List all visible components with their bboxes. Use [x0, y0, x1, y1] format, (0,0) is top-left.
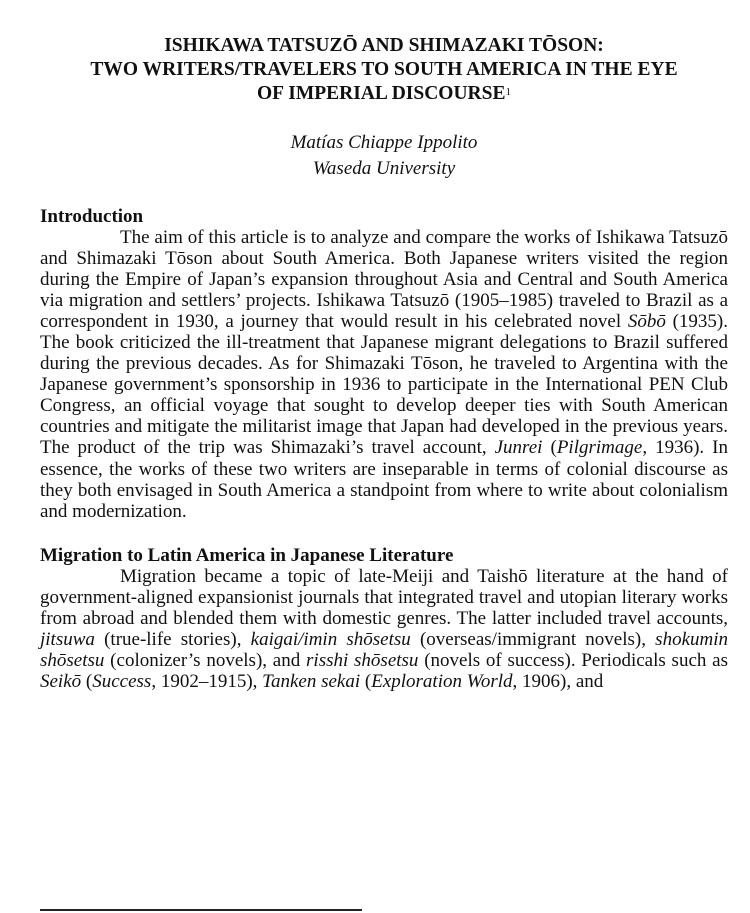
text-run: (	[360, 670, 372, 692]
footnote-separator	[40, 909, 362, 911]
author-affiliation: Waseda University	[312, 158, 456, 179]
italic-term: Tanken sekai	[262, 670, 361, 692]
text-run: , 1936). In essence, the works of these two writers are inseparable in terms of colonial discourse as they both envisaged in South America a standpoint from where to write about colonialism and modernization.	[40, 437, 728, 522]
section-heading: Migration to Latin America in Japanese Literature	[40, 544, 454, 566]
section-migration	[40, 545, 728, 692]
text-run: (	[542, 437, 557, 459]
text-run: (1935). The book criticized the ill-treatment that Japanese migrant delegations to Brazil suffered during the previous decades. As for Shimazaki Tōson, he traveled to Argentina with the Japanese government’s sponsorship in 1936 to participate in the International PEN Club Congress, an official voyage that sought to develop deeper ties with South American countries and mitigate the militarist image that Japan had developed in the previous years. The product of the trip was Shimazaki’s travel account,	[40, 311, 728, 459]
text-run: , 1906), and	[512, 670, 604, 692]
italic-term: Junrei	[494, 437, 543, 459]
italic-term: kaigai/imin shōsetsu	[250, 628, 411, 650]
section-paragraph	[40, 227, 728, 522]
italic-term: Success	[92, 670, 152, 692]
italic-term: Exploration World	[371, 670, 513, 692]
text-run: (	[81, 670, 93, 692]
text-run: , 1902–1915),	[151, 670, 263, 692]
author-block	[40, 130, 728, 182]
text-run: The aim of this article is to analyze and compare the works of Ishikawa Tatsuzō and Shimazaki Tōson about South America. Both Japanese writers visited the region during the Empire of Japan’s expansion throughout Asia and Central and South America via migration and settlers’ projects. Ishikawa Tatsuzō (1905–1985) traveled to Brazil as a correspondent in 1930, a journey that would result in his celebrated novel	[40, 227, 728, 333]
italic-term: risshi shōsetsu	[306, 649, 419, 671]
italic-term: Seikō	[40, 670, 82, 692]
title-line-2: TWO WRITERS/TRAVELERS TO SOUTH AMERICA IN THE EYE	[90, 59, 678, 80]
italic-term: shokumin shōsetsu	[40, 628, 728, 671]
section-paragraph	[40, 566, 728, 692]
italic-term: jitsuwa	[40, 628, 95, 650]
text-run: (novels of success). Periodicals such as	[418, 649, 728, 671]
text-run: (true-life stories),	[94, 628, 251, 650]
title-line-3: OF IMPERIAL DISCOURSE	[257, 83, 506, 104]
section-introduction	[40, 206, 728, 522]
title-footnote-mark[interactable]: 1	[505, 86, 511, 98]
italic-term: Sōbō	[627, 311, 666, 333]
paper-page	[40, 34, 728, 692]
author-name: Matías Chiappe Ippolito	[290, 132, 478, 153]
text-run: Migration became a topic of late-Meiji and Taishō literature at the hand of government-aligned expansionist journals that integrated travel and utopian literary works from abroad and blended them with domestic genres. The latter included travel accounts,	[40, 565, 728, 629]
title-line-1: ISHIKAWA TATSUZŌ AND SHIMAZAKI TŌSON:	[164, 35, 604, 56]
paper-title	[40, 34, 728, 106]
text-run: (colonizer’s novels), and	[104, 649, 307, 671]
section-heading: Introduction	[40, 206, 144, 227]
text-run: (overseas/immigrant novels),	[410, 628, 656, 650]
italic-term: Pilgrimage	[556, 437, 643, 459]
